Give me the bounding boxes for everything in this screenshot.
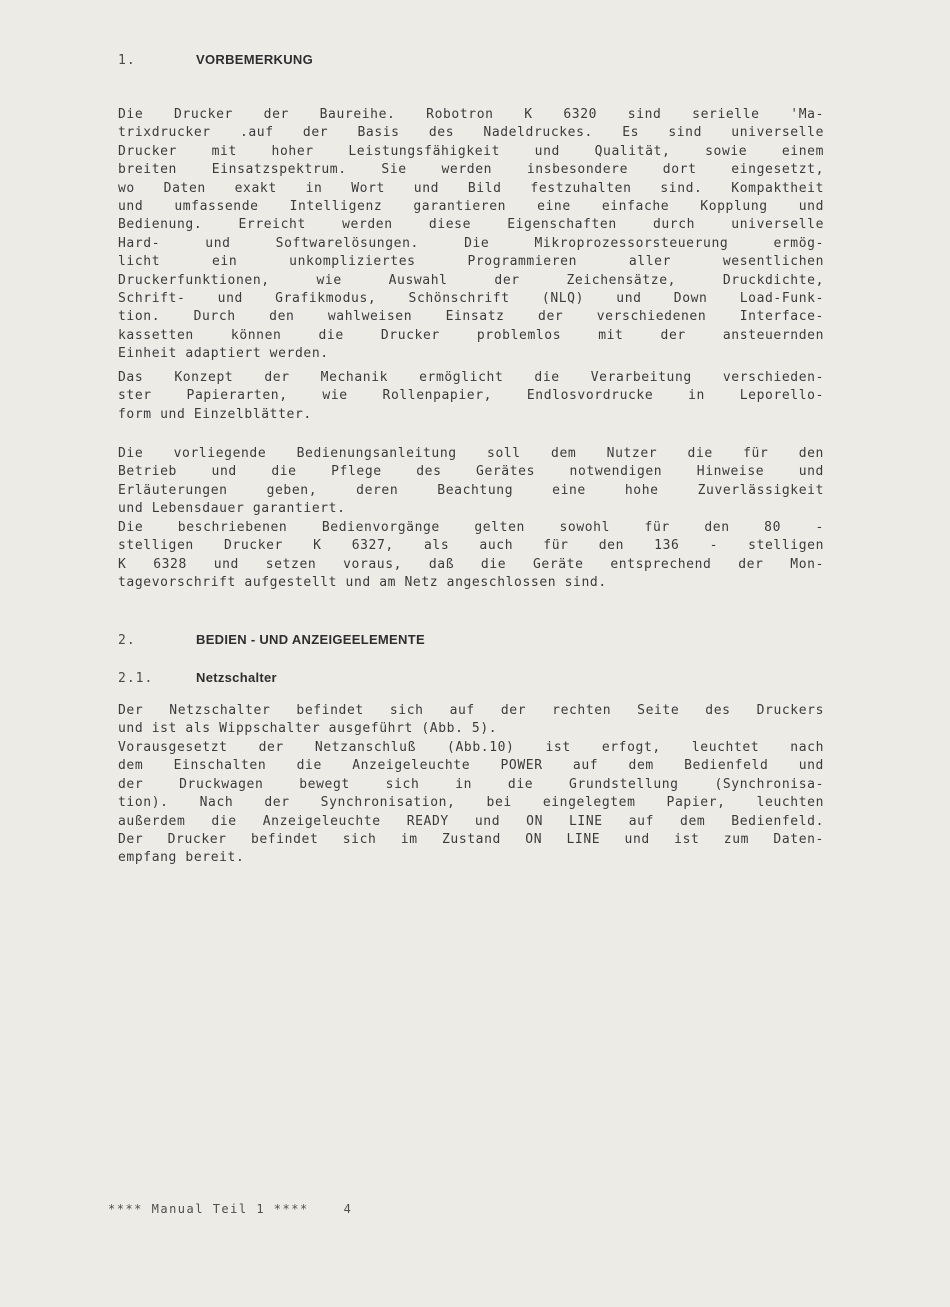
text-line: und umfassende Intelligenz garantieren eine einfache Kopplung und	[118, 199, 824, 215]
text-line: licht ein unkompliziertes Programmieren aller wesentlichen	[118, 254, 824, 270]
text-line: Die vorliegende Bedienungsanleitung soll dem Nutzer die für den	[118, 446, 824, 461]
mechanics-paragraph	[118, 369, 824, 424]
text-line: tagevorschrift aufgestellt und am Netz angeschlossen sind.	[118, 575, 607, 591]
section-title: BEDIEN - UND ANZEIGEELEMENTE	[196, 632, 425, 647]
text-line: Drucker mit hoher Leistungsfähigkeit und Qualität, sowie einem	[118, 143, 824, 159]
text-line: breiten Einsatzspektrum. Sie werden insbesondere dort eingesetzt,	[118, 162, 824, 178]
text-line: trixdrucker .auf der Basis des Nadeldruckes. Es sind universelle	[118, 125, 824, 141]
text-line: wo Daten exakt in Wort und Bild festzuhalten sind. Kompaktheit	[118, 180, 824, 196]
text-line: und ist als Wippschalter ausgeführt (Abb. 5).	[118, 721, 498, 737]
text-line: Der Drucker befindet sich im Zustand ON LINE und ist zum Daten-	[118, 832, 824, 848]
page-footer: **** Manual Teil 1 **** 4	[108, 1202, 353, 1216]
text-line: der Druckwagen bewegt sich in die Grundstellung (Synchronisa-	[118, 776, 824, 792]
text-line: Die Drucker der Baureihe. Robotron K 6320 sind serielle 'Ma-	[118, 107, 824, 122]
section-title: VORBEMERKUNG	[196, 52, 313, 67]
text-line: kassetten können die Drucker problemlos mit der ansteuernden	[118, 327, 824, 343]
text-line: Bedienung. Erreicht werden diese Eigenschaften durch universelle	[118, 217, 824, 233]
text-line: Einheit adaptiert werden.	[118, 346, 329, 362]
text-line: tion. Durch den wahlweisen Einsatz der verschiedenen Interface-	[118, 309, 824, 325]
intro-paragraph	[118, 106, 824, 364]
text-line: tion). Nach der Synchronisation, bei eingelegtem Papier, leuchten	[118, 795, 824, 811]
text-line: stelligen Drucker K 6327, als auch für den 136 - stelligen	[118, 538, 824, 554]
section-1-heading	[118, 52, 313, 68]
power-switch-paragraph	[118, 702, 824, 739]
text-line: Der Netzschalter befindet sich auf der rechten Seite des Druckers	[118, 703, 824, 718]
text-line: und Lebensdauer garantiert.	[118, 501, 346, 517]
manual-purpose-paragraph	[118, 445, 824, 519]
section-2-heading	[118, 632, 425, 648]
text-line: außerdem die Anzeigeleuchte READY und ON LINE auf dem Bedienfeld.	[118, 813, 824, 829]
text-line: dem Einschalten die Anzeigeleuchte POWER auf dem Bedienfeld und	[118, 758, 824, 774]
text-line: form und Einzelblätter.	[118, 406, 312, 422]
text-line: Erläuterungen geben, deren Beachtung eine hohe Zuverlässigkeit	[118, 482, 824, 498]
text-line: empfang bereit.	[118, 850, 245, 866]
section-number: 2.1.	[118, 671, 154, 686]
text-line: Vorausgesetzt der Netzanschluß (Abb.10) ist erfogt, leuchtet nach	[118, 740, 824, 755]
text-line: Die beschriebenen Bedienvorgänge gelten sowohl für den 80 -	[118, 520, 824, 535]
section-number: 2.	[118, 633, 136, 648]
text-line: Schrift- und Grafikmodus, Schönschrift (NLQ) und Down Load-Funk-	[118, 291, 824, 307]
section-2-1-heading	[118, 670, 277, 686]
text-line: Hard- und Softwarelösungen. Die Mikroprozessorsteuerung ermög-	[118, 235, 824, 251]
applicability-paragraph	[118, 519, 824, 593]
section-number: 1.	[118, 53, 136, 68]
text-line: Das Konzept der Mechanik ermöglicht die Verarbeitung verschieden-	[118, 370, 824, 385]
text-line: Druckerfunktionen, wie Auswahl der Zeichensätze, Druckdichte,	[118, 272, 824, 288]
section-title: Netzschalter	[196, 670, 277, 685]
text-line: ster Papierarten, wie Rollenpapier, Endlosvordrucke in Leporello-	[118, 388, 824, 404]
power-on-paragraph	[118, 739, 824, 868]
text-line: Betrieb und die Pflege des Gerätes notwendigen Hinweise und	[118, 464, 824, 480]
text-line: K 6328 und setzen voraus, daß die Geräte entsprechend der Mon-	[118, 556, 824, 572]
